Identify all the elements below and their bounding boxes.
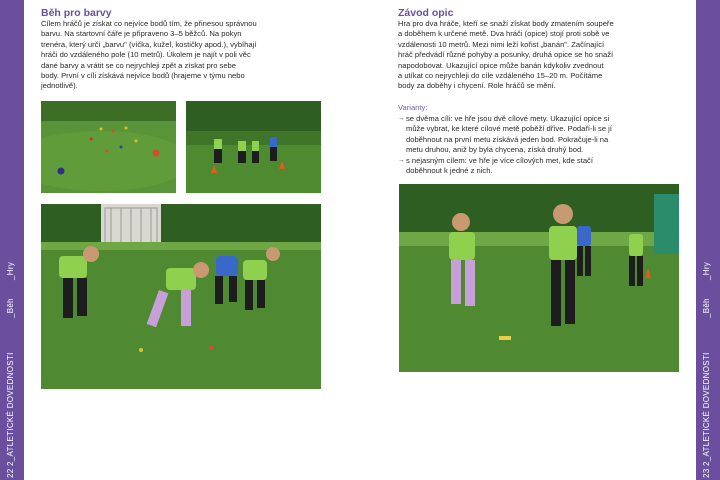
paragraph-line: a doběhem k určené metě. Dva hráči (opice) stojí proti sobě ve — [398, 29, 610, 39]
variants-label: Varianty: — [398, 103, 428, 112]
variant-line: metu druhou, aniž by byla chycena, získá druhý bod. — [406, 145, 584, 155]
sub-label-beh-left: _Běh — [6, 298, 15, 318]
variant-line: doběhnout k jedné z nich. — [406, 166, 493, 176]
page-number-left: 22 — [6, 468, 15, 478]
variant-line: může vybrat, ke které cílové metě poběží dříve. Podaří-li se jí — [406, 124, 612, 134]
photo-players-collecting — [41, 204, 321, 389]
section-title-beh-pro-barvy: Běh pro barvy — [41, 7, 112, 19]
photo-monkey-race — [399, 184, 679, 372]
variants-list — [398, 114, 698, 176]
paragraph-line: body. První v cíli získává nejvíce bodů (hrajeme v týmu nebo — [41, 71, 245, 81]
variant-item — [398, 114, 698, 156]
paragraph-line: a utíkat co nejrychleji do cíle vzdáleného 15–20 m. Počítáme — [398, 71, 603, 81]
sub-label-hry-right: _Hry — [702, 261, 711, 280]
sub-label-beh-right: _Běh — [702, 298, 711, 318]
page-number-right: 23 — [702, 468, 711, 478]
paragraph-line: hráč předvádí různé pohyby a posunky, druhá opice se ho snaží — [398, 50, 614, 60]
variant-line: → se dvěma cíli: ve hře jsou dvě cílové mety. Ukazující opice si — [406, 114, 610, 123]
section-title-zavod-opic: Závod opic — [398, 7, 454, 19]
body-text-right — [398, 19, 698, 92]
photo-players-running — [186, 101, 321, 193]
variant-line: doběhnout na první metu získává jeden bod. Pokračuje-li na — [406, 134, 609, 144]
body-text-left — [41, 19, 341, 92]
paragraph-line: barvu. Na startovní čáře je připraveno 3–5 běžců. Na pokyn — [41, 29, 242, 39]
paragraph-line: Cílem hráčů je získat co nejvíce bodů tím, že přinesou správnou — [41, 19, 257, 28]
photo-field-markers — [41, 101, 176, 193]
paragraph-line: Hra pro dva hráče, kteří se snaží získat body zmatením soupeře — [398, 19, 614, 28]
right-page — [360, 0, 720, 480]
paragraph-line: hráči do vzdáleného pole (10 metrů). Úkolem je najít v poli věc — [41, 50, 251, 60]
variant-line: → s nejasným cílem: ve hře je více cílových met, kde stačí — [406, 155, 593, 165]
paragraph-line: jednotlivě). — [41, 81, 78, 91]
paragraph-line: trenéra, který určí „barvu" (víčka, kužel, kostičky apod.), vybíhají — [41, 39, 257, 49]
section-label-left: 2_ATLETICKÉ DOVEDNOSTI — [6, 352, 15, 466]
variant-item — [398, 156, 698, 177]
sub-label-hry-left: _Hry — [6, 261, 15, 280]
paragraph-line: napodobovat. Ukazující opice může banán kdykoliv zvednout — [398, 60, 604, 70]
paragraph-line: dané barvy a vrátit se co nejrychleji zpět a získat pro sebe — [41, 60, 237, 70]
section-label-right: 2_ATLETICKÉ DOVEDNOSTI — [702, 352, 711, 466]
paragraph-line: vzdálenosti 10 metrů. Mezi nimi leží kořist „banán". Začínající — [398, 39, 605, 49]
paragraph-line: body za doběhy i chycení. Role hráčů se mění. — [398, 81, 556, 91]
